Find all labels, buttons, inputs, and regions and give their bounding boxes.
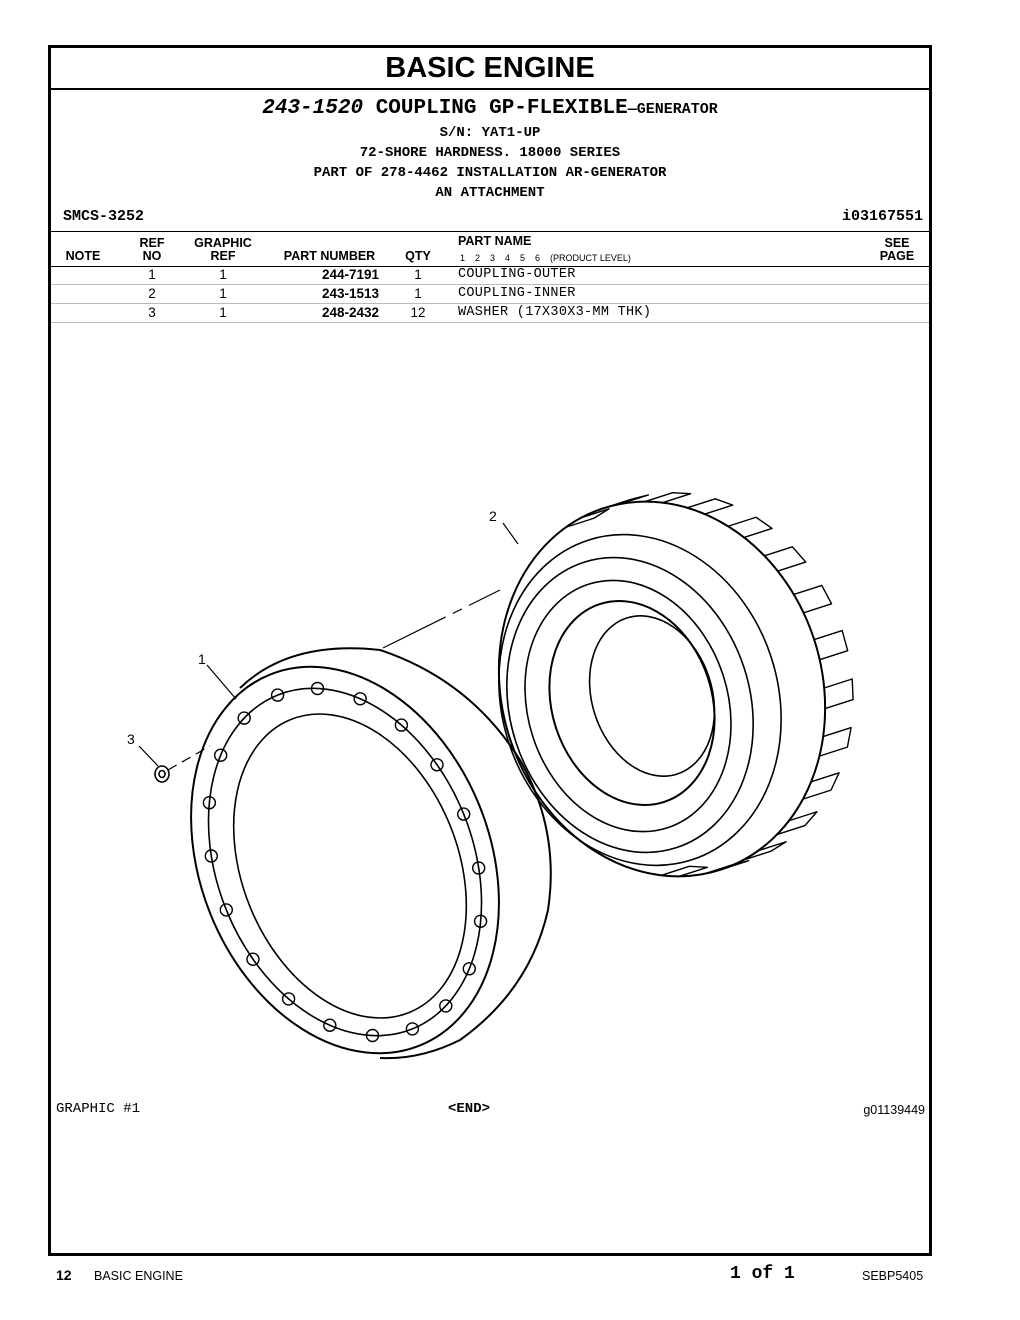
gear-tooth bbox=[566, 509, 609, 527]
gear-tooth bbox=[824, 679, 853, 709]
end-marker: <END> bbox=[448, 1101, 491, 1117]
part-number: 248-2432 bbox=[321, 305, 379, 320]
part-name: WASHER (17X30X3-MM THK) bbox=[458, 305, 652, 320]
col-product-level: 1 2 3 4 5 6 (PRODUCT LEVEL) bbox=[460, 253, 631, 263]
note-line-3: AN ATTACHMENT bbox=[435, 185, 545, 201]
ref-no: 2 bbox=[148, 286, 156, 301]
section-title: BASIC ENGINE bbox=[51, 48, 929, 90]
gear-tooth bbox=[764, 547, 805, 571]
graphic-ref: 1 bbox=[219, 286, 227, 301]
callout-2: 2 bbox=[489, 508, 497, 524]
part-number: 243-1513 bbox=[321, 286, 379, 301]
inner-coupling-drawing bbox=[451, 459, 873, 919]
note-line-2: PART OF 278-4462 INSTALLATION AR-GENERATOR bbox=[313, 165, 667, 181]
col-see-top: SEE bbox=[884, 236, 910, 250]
col-see-bottom: PAGE bbox=[879, 249, 915, 263]
gear-tooth bbox=[704, 861, 749, 874]
callout-3: 3 bbox=[127, 731, 135, 747]
col-ref-top: REF bbox=[139, 236, 165, 250]
graphic-ref: 1 bbox=[219, 267, 227, 282]
note-line-1: 72-SHORE HARDNESS. 18000 SERIES bbox=[359, 145, 621, 161]
group-part-number: 243-1520 bbox=[262, 97, 364, 120]
quantity: 1 bbox=[414, 286, 422, 301]
gear-tooth bbox=[728, 517, 772, 537]
quantity: 12 bbox=[410, 305, 426, 320]
pagination: 1 of 1 bbox=[730, 1264, 795, 1284]
ref-no: 1 bbox=[148, 267, 156, 282]
graphic-label: GRAPHIC #1 bbox=[56, 1101, 141, 1117]
group-suffix: —GENERATOR bbox=[627, 101, 718, 118]
col-ref-bottom: NO bbox=[142, 249, 162, 263]
part-name: COUPLING-OUTER bbox=[458, 267, 576, 282]
page-footer bbox=[0, 1264, 1020, 1288]
graphic-id: g01139449 bbox=[863, 1103, 925, 1117]
ref-no: 3 bbox=[148, 305, 156, 320]
serial-range: S/N: YAT1-UP bbox=[439, 125, 541, 141]
publication-number: SEBP5405 bbox=[862, 1269, 924, 1283]
gear-tooth bbox=[743, 842, 786, 860]
page-number: 12 bbox=[56, 1267, 72, 1283]
outer-coupling-drawing bbox=[136, 620, 555, 1100]
col-note: NOTE bbox=[65, 249, 101, 263]
col-part-number: PART NUMBER bbox=[283, 249, 376, 263]
col-graphic-top: GRAPHIC bbox=[194, 236, 252, 250]
leader-lines bbox=[139, 523, 518, 770]
graphic-ref: 1 bbox=[219, 305, 227, 320]
gear-tooth bbox=[687, 499, 733, 514]
part-name: COUPLING-INNER bbox=[458, 286, 576, 301]
part-number: 244-7191 bbox=[321, 267, 379, 282]
gear-tooth bbox=[794, 585, 832, 612]
col-qty: QTY bbox=[405, 249, 431, 263]
group-name: COUPLING GP-FLEXIBLE bbox=[375, 97, 628, 120]
washer-drawing bbox=[155, 766, 169, 782]
smcs-code: SMCS-3252 bbox=[63, 208, 145, 225]
gear-tooth bbox=[777, 812, 817, 835]
document-id: i03167551 bbox=[841, 208, 923, 225]
col-graphic-bottom: REF bbox=[210, 249, 236, 263]
footer-section: BASIC ENGINE bbox=[94, 1269, 183, 1283]
callout-1: 1 bbox=[198, 651, 206, 667]
quantity: 1 bbox=[414, 267, 422, 282]
col-part-name: PART NAME bbox=[458, 234, 532, 248]
